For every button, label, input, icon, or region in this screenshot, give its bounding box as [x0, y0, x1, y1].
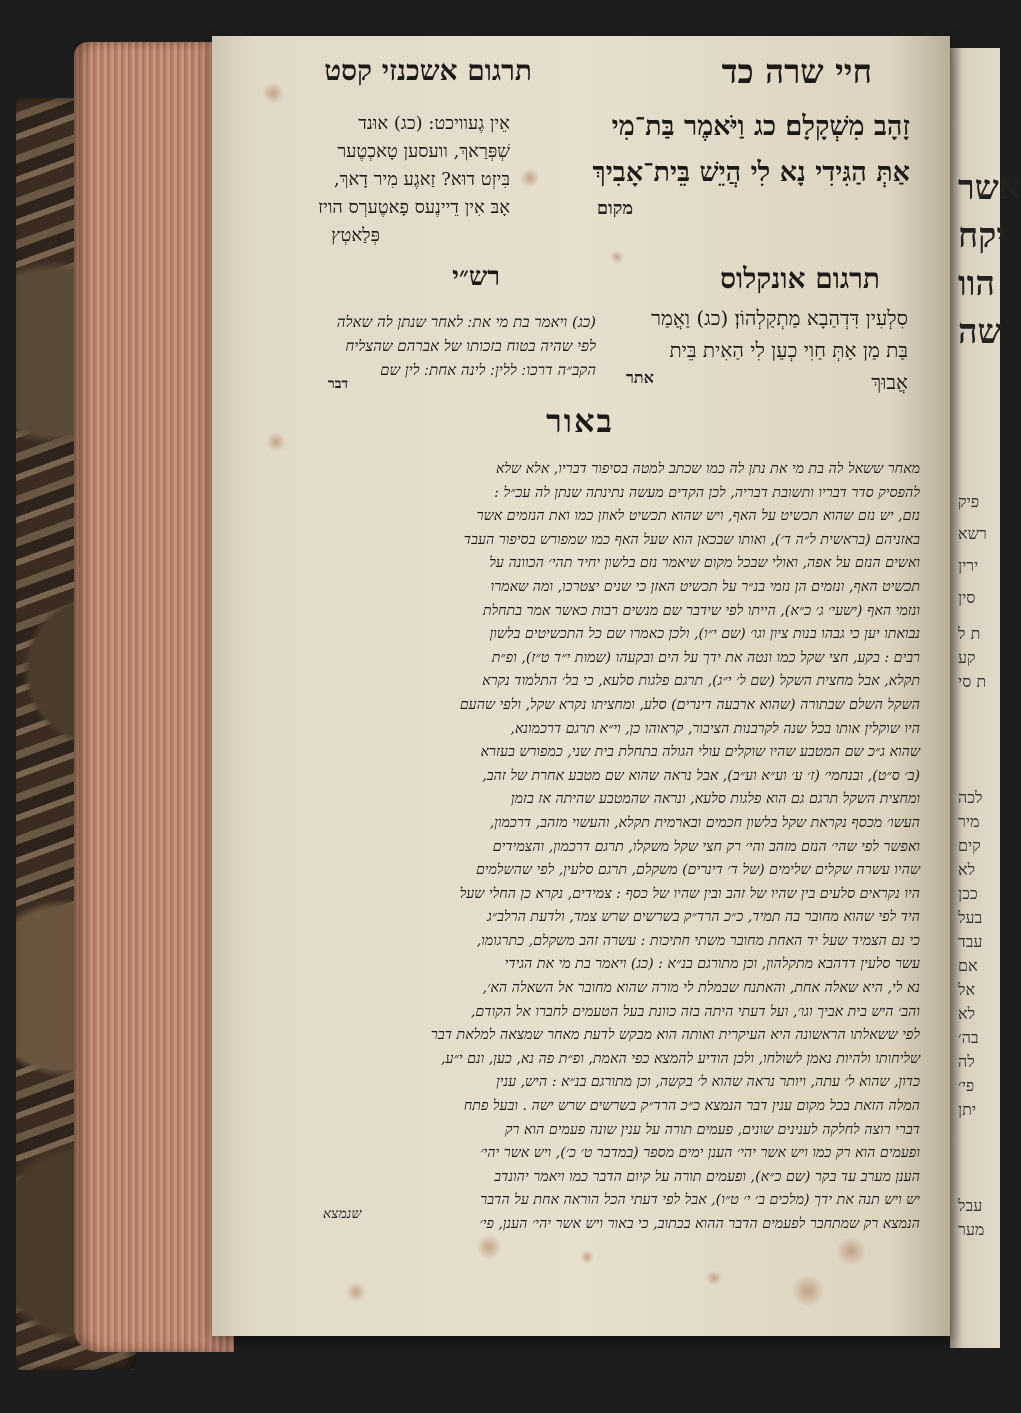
- biur-line: הענן מערב עד בקר (שם כ״א), ופעמים תורה על קיום הדבר כמו ויאמר יהונדב: [494, 1168, 920, 1185]
- biur-line: ופעמים הוא רק כמו ויש אשר יהי׳ הענן ימים מספר (במדבר ט׳ כ׳), ויש אשר יהי׳: [480, 1145, 920, 1162]
- foxing-stain: [836, 1236, 866, 1266]
- yiddish-line: בִּיזְט דוּא? זַאגֶע מִיר דָאךְ,: [333, 169, 510, 190]
- biur-line: והב׳ היש בית אביך וגו׳, ועל דעתי היתה בזה כוונת בעל הטעמים לחברו אל הקודם,: [470, 1003, 920, 1020]
- rashi-catchword: דבר: [327, 376, 349, 392]
- biur-line: כי נם הצמיד שעל יד האחת מחובר משתי חתיכות : עשרה זהב משקלם, כתרגומו,: [476, 932, 920, 949]
- next-page-sliver: [950, 48, 1021, 1348]
- biur-line: נזם, יש נזם שהוא תכשיט על האף, ויש שהוא תכשיט לאוזן כמו ואת הנזמים אשר: [476, 508, 920, 525]
- foxing-stain: [610, 250, 624, 264]
- foxing-stain: [346, 1282, 366, 1302]
- next-page-fragment: הוו: [958, 264, 995, 304]
- verse-line: זָהָב מִשְׁקָלָם׃ כג וַיֹּאמֶר בַּת־מִי: [611, 111, 910, 142]
- next-page-small-fragment: לא: [958, 1004, 976, 1023]
- biur-line: העשו׳ מכסף נקראת שקל בלשון חכמים ובארמית תקלא, והעשוי מזהב, דרכמון,: [489, 814, 920, 831]
- onkelos-line: בַּת מַן אַתְּ חַוִי כְעַן לִי הַאִית בֵּית: [669, 338, 908, 362]
- rashi-line: הקב״ה דרכו ׃ ללין ׃ לינה אחת ׃ לין שם: [380, 361, 596, 379]
- next-page-small-fragment: אם: [958, 956, 978, 975]
- biur-line: השקל השלם שבתורה (שהוא ארבעה דינרים) סלע, ומחציתו נקרא שקל, ולפי שהעם: [459, 696, 920, 713]
- running-head-left: תרגום אשכנזי קסט: [324, 54, 532, 87]
- biur-line: להפסיק סדר דבריו ותשובת דבריה, לכן הקדים מעשה נתינתה שנתן לה עכ״ל :: [494, 484, 920, 501]
- biur-line: דברי רוצה לחלקה לענינים שונים, פעמים תורה על ענין שונה פעמים הוא רק: [504, 1121, 920, 1138]
- yiddish-line: אֵין גֶעוויכט: (כג) אוּנד: [358, 113, 510, 134]
- next-page-small-fragment: ירין: [958, 556, 979, 575]
- biur-line: מאחר ששאל לה בת מי את נתן לה כמו שכתב למטה בסיפור דבריו, אלא שלא: [495, 461, 920, 477]
- biur-line: ואפשר לפי שהי׳ הנזם מזהב והי׳ רק חצי שקל משקלו, תרגם דרכמון, והצמידים: [492, 838, 920, 855]
- biur-line: שליחותו ולהיות נאמן לשולחו, ולכן הודיע להמצא כפי האמת, ופ״ת פה נא, כען, ונם י״ע,: [440, 1050, 920, 1067]
- biur-line: היו נקראים סלעים בין שהיו של זהב ובין שהיו של כסף : צמידים, נקרא כן החלי שעל: [459, 885, 920, 902]
- next-page-small-fragment: קים: [958, 836, 981, 855]
- biur-line: נא לי, היא שאלה אחת, והאתנח שבמלת לי מורה שהוא מחובר אל השאלה הא׳,: [482, 980, 920, 997]
- onkelos-heading: תרגום אונקלוס: [720, 262, 880, 295]
- yiddish-line: פְּלַאטְץ: [331, 225, 380, 246]
- verse-line: אַתְּ הַגִּידִי נָא לִי הֲיֵשׁ בֵּית־אָבִיךְ: [592, 157, 910, 188]
- biur-line: ונזמי האף (ישעי׳ ג׳ כ״א), הייתו לפי שידבר שם מנשים רבות כאשר אמר בתחלת: [482, 602, 920, 619]
- biur-line: יש ויש תנה את ידך (מלכים ב׳ י׳ ט״ו), אבל לפי דעתי הכל הוראה אחת על הדבר: [480, 1192, 920, 1209]
- biur-line: שהוא ג״כ שם המטבע שהיו שוקלים עולי הגולה בתחלת בית שני, כמפורש בעזרא: [480, 744, 920, 761]
- biur-line: שהיו עשרה שקלים שלימים (של ד׳ דינרים) משקלם, תרגם סלעין, לפי שהשלמים: [475, 862, 920, 879]
- verse-text: [520, 104, 910, 196]
- next-page-fragment: יקח: [958, 216, 1006, 256]
- biur-line: ואשים הנזם על אפה, ואולי שבכל מקום שיאמר נזם בלשון יחיד תהי׳ הכוונה על: [489, 555, 920, 572]
- next-page-small-fragment: רשא: [958, 524, 987, 543]
- biur-line: כדון, שהוא ל׳ עתה, ויותר נראה שהוא ל׳ בקשה, וכן מתורגם בנ״א : היש, ענין: [496, 1074, 920, 1091]
- next-page-fragment: אשר: [958, 168, 1021, 208]
- next-page-small-fragment: סין: [958, 588, 976, 607]
- onkelos-marginal-gloss: אתר: [626, 368, 654, 387]
- biur-line: לפי ששאלתו הראשונה היא העיקרית ואותה הוא מבקש לדעת מאחר שמצאה למלאת דבר: [430, 1027, 920, 1044]
- foxing-stain: [580, 1250, 594, 1264]
- page-block-edge: [74, 42, 234, 1352]
- rashi-heading: רש״י: [452, 262, 500, 292]
- next-page-small-fragment: ככן: [958, 884, 978, 903]
- biur-line: תכשיט האף, ונזמים הן נזמי בנ״ר על תכשיט האזן כי שנים יצטרכו, ומה שאמרו: [490, 578, 920, 595]
- yiddish-line: אָבּ אִין דֵיינֶעס פָאטֶערְס הויז: [318, 197, 510, 218]
- next-page-small-fragment: לכה: [958, 788, 983, 807]
- next-page-small-fragment: פי׳: [958, 1076, 975, 1095]
- next-page-small-fragment: אל: [958, 980, 976, 999]
- biur-line: נבואתו יען כי גבהו בנות ציון וגו׳ (שם י״ו), ולכן כאמרו שם כל התכשיטים בלשון: [489, 626, 920, 643]
- next-page-small-fragment: עבד: [958, 932, 983, 951]
- next-page-small-fragment: ת סי: [958, 672, 987, 691]
- next-page-small-fragment: לה: [958, 1052, 975, 1071]
- next-page-small-fragment: מיר: [958, 812, 980, 831]
- yiddish-translation: [282, 110, 510, 250]
- biur-line: עשר סלעין דדהבא מתקלהון, וכן מתורגם בנ״א : (כג) ויאמר בת מי את הגידי: [504, 956, 920, 973]
- next-page-small-fragment: ת ל: [958, 624, 981, 643]
- foxing-stain: [706, 1270, 722, 1286]
- rashi-line: (כג) ויאמר בת מי את ׃ לאחר שנתן לה שאלה: [336, 313, 596, 331]
- foxing-stain: [476, 1234, 502, 1260]
- biur-line: באזניהם (בראשית ל״ה ד׳), ואותו שבכאן הוא שעל האף כמו שמפורש בסיפור העבד: [463, 531, 920, 548]
- rashi-text: [300, 310, 596, 382]
- next-page-small-fragment: בעל: [958, 908, 983, 927]
- next-page-small-fragment: קע: [958, 648, 976, 667]
- biur-commentary: [286, 458, 920, 1237]
- verse-marginal-gloss: מקום: [596, 198, 634, 219]
- yiddish-line: שְׁפְּרַאךְ, וועסען טָאכְטֶער: [337, 141, 510, 162]
- biur-line: ומחצית השקל תרגם גם הוא פלגות סלעא, ונראה שהמטבע שהיתה אז בזמן: [511, 791, 920, 808]
- next-page-small-fragment: פיק: [958, 492, 980, 511]
- running-head-right: חיי שרה כד: [721, 52, 872, 91]
- next-page-small-fragment: מער: [958, 1220, 985, 1239]
- next-page-small-fragment: יתן: [958, 1100, 977, 1119]
- foxing-stain: [790, 1276, 826, 1306]
- biur-heading: באור: [546, 402, 614, 440]
- biur-line: היו שוקלין אותו בכל שנה לקרבנות הציבור, קראוהו כן, וי״א תרגם דרכמונא,: [510, 720, 920, 737]
- next-page-small-fragment: בה׳: [958, 1028, 979, 1047]
- biur-line: רבים : בקע, חצי שקל כמו ונטה את ידך על הים ובקעהו (שמות י״ד ט״ז), ופ״ת: [491, 649, 920, 666]
- page-catchword: שנמצא: [322, 1206, 362, 1222]
- biur-line: הנמצא רק שמתחבר לפעמים הדבר ההוא בכתוב, כי באור ויש אשר יהי׳ הענן, פי׳: [479, 1216, 920, 1232]
- biur-line: תקלא, אבל מחצית השקל (שם ל׳ י״ג), תרגם פלגות סלעא, כי בל׳ התלמוד נקרא: [482, 673, 920, 690]
- onkelos-line: סִלְעִין דִּדְהַבָא מַתְקַלְהוֹן׃ (כג) וַאֲמַר: [651, 306, 908, 330]
- next-page-small-fragment: לא: [958, 860, 976, 879]
- biur-line: המלה הזאת בכל מקום ענין דבר הנמצא כ״כ הרד״ק בשרשים שרש ישה . ובעל פתח: [463, 1098, 920, 1115]
- biur-line: היד לפי שהוא מחובר בה תמיד, כ״כ הרד״ק בשרשים שרש צמד, ולדעת הרלב״ג: [487, 909, 920, 926]
- next-page-fragment: שה: [958, 312, 1002, 352]
- next-page-small-fragment: עבל: [958, 1196, 983, 1215]
- onkelos-line: אֲבוּךְ: [871, 370, 908, 394]
- rashi-line: לפי שהיה בטוח בזכותו של אברהם שהצליח: [345, 337, 596, 355]
- foxing-stain: [266, 432, 286, 452]
- biur-line: (ב׳ ס״ט), ובנחמי׳ (ז׳ ע׳ וע״א וע״ב), אבל נראה שהוא שם מטבע אחרת של זהב,: [482, 767, 920, 784]
